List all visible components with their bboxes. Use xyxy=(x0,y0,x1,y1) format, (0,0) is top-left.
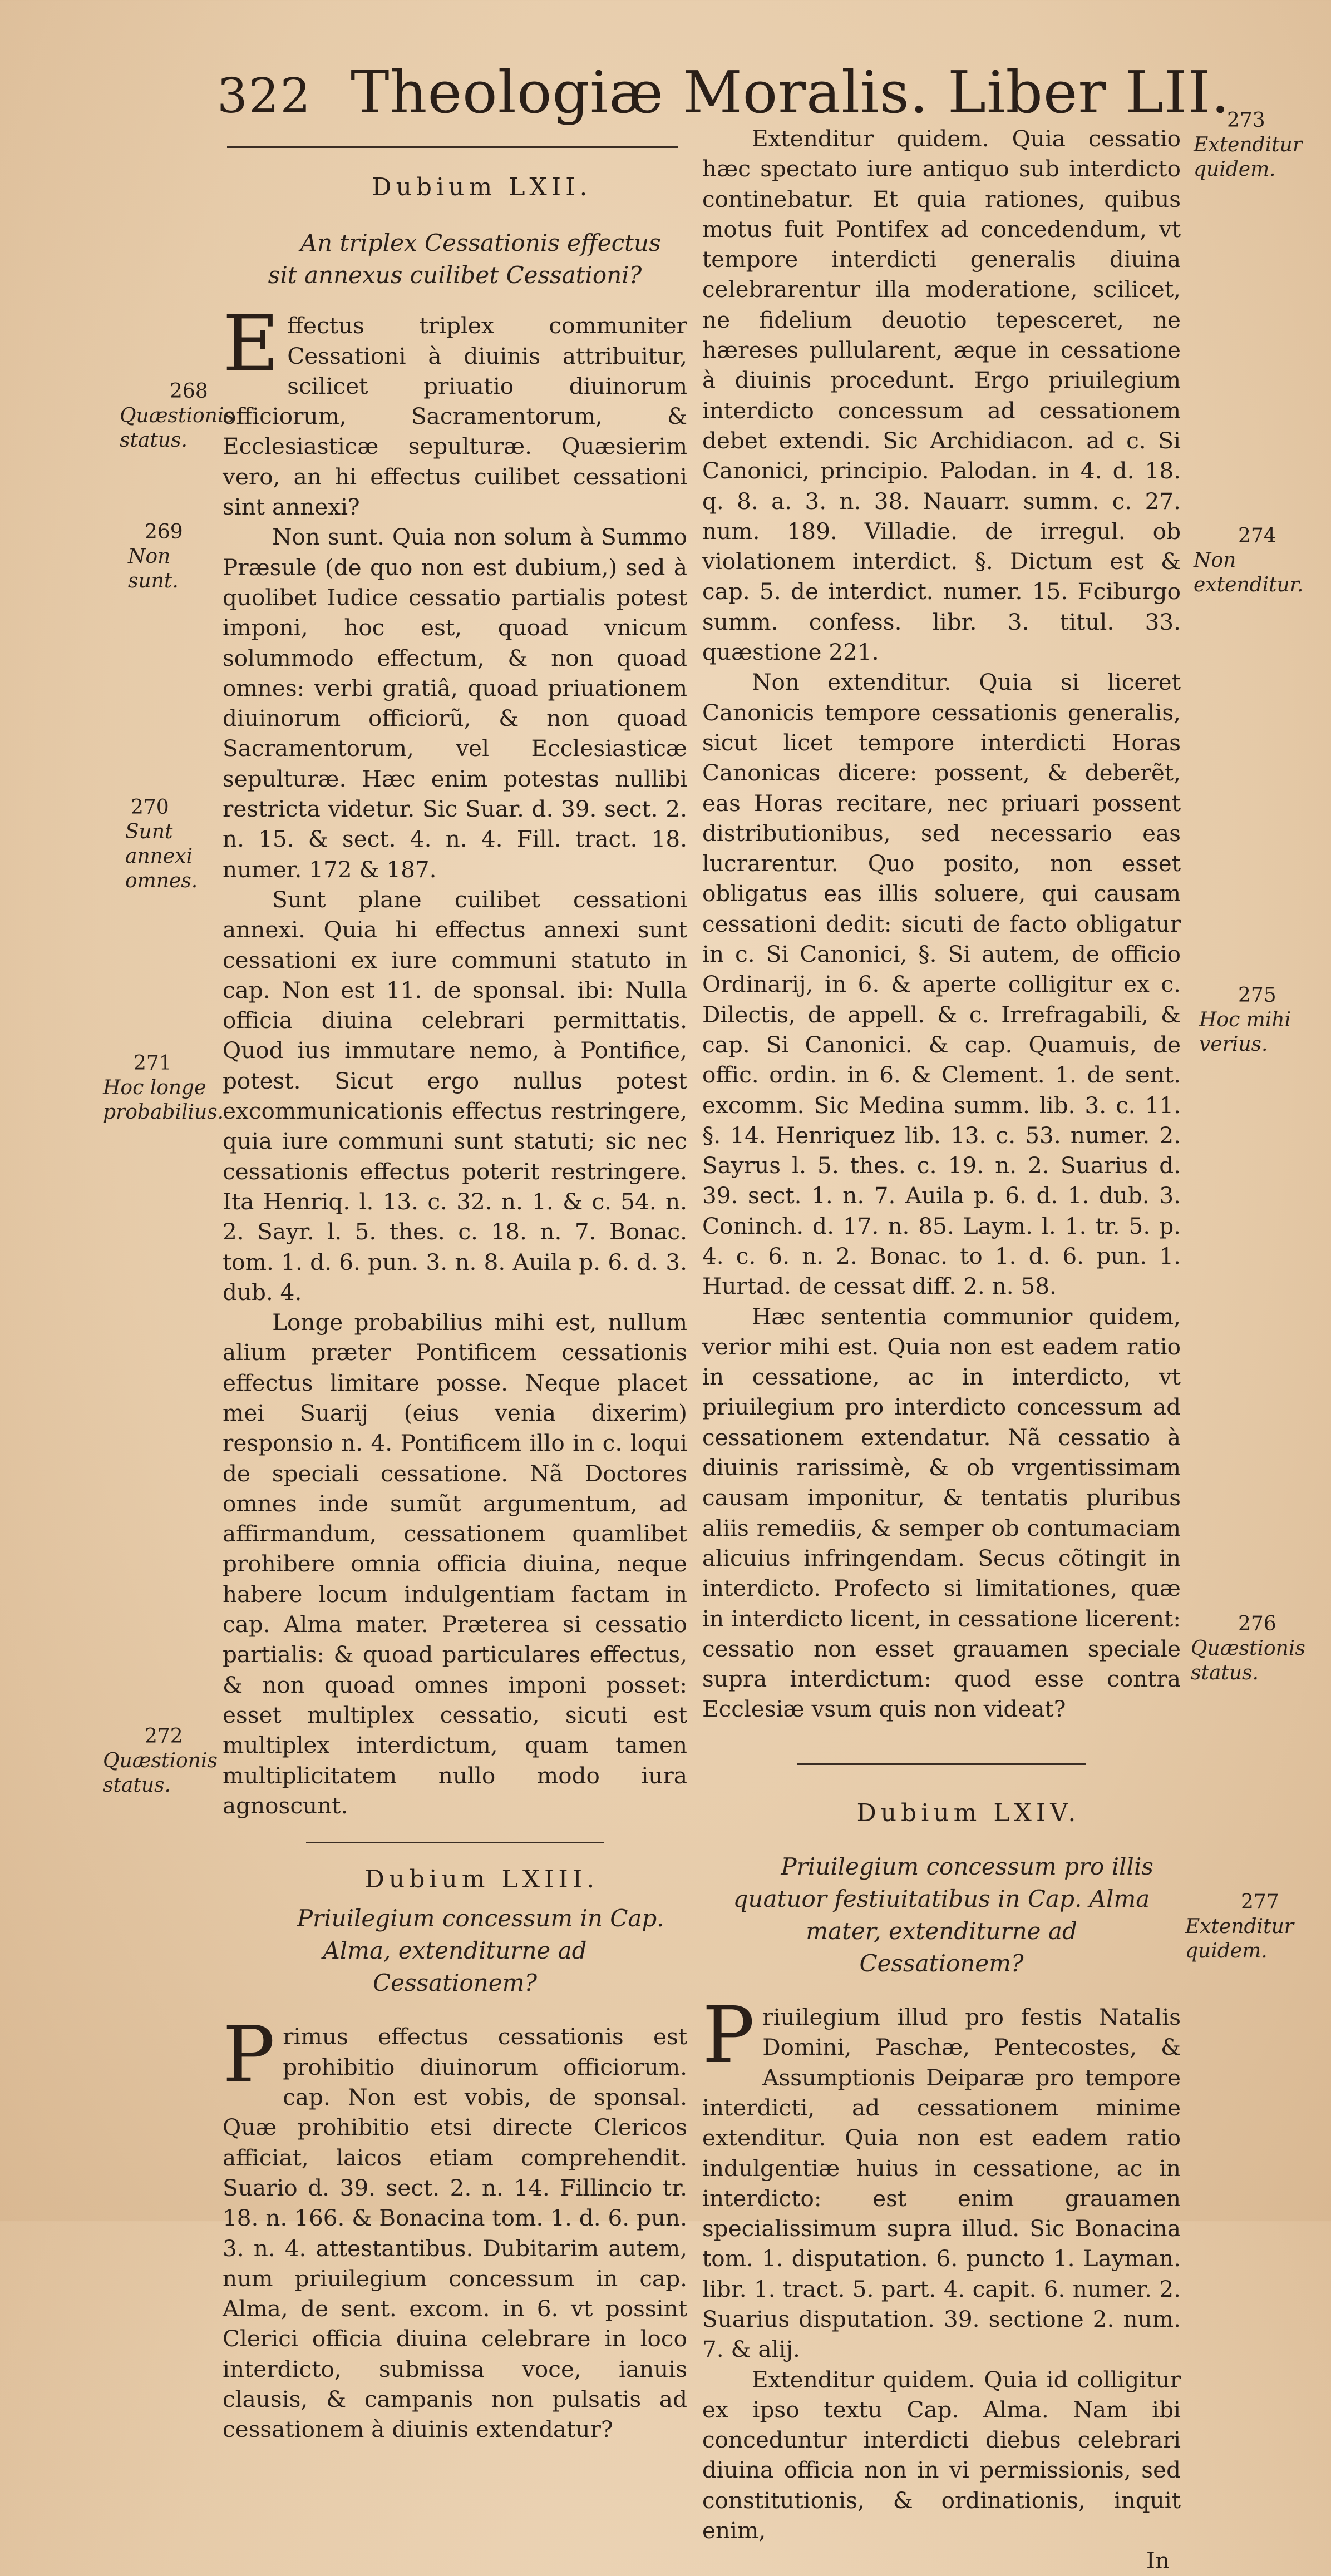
dropcap-p: P xyxy=(702,1990,755,2081)
running-header xyxy=(217,58,1230,125)
margin-note-269: 269 Non sunt. xyxy=(128,521,183,592)
d64-paragraph-1: Priuilegium illud pro festis Natalis Domini, Paschæ, Pentecostes, & Assumptionis Deiparæ pro tempore interdicti, ad cessationem minime extenditur. Quia non est eadem ratio indulgentiæ huius in cessatione, ac in interdicto: est enim grauamen specialissimum supra illud. Sic Bonacina tom. 1. disputation. 6. puncto 1. Layman. libr. 1. tract. 5. part. 4. capit. 6. numer. 2. Suarius disputation. 39. sectione 2. num. 7. & alij. xyxy=(702,1990,1181,2363)
header-rule xyxy=(227,146,678,148)
dubium-63-heading: Dubium LXIII. xyxy=(364,1865,599,1894)
running-title: Theologiæ Moralis. Liber LII. xyxy=(351,58,1230,126)
margin-note-271: 271 Hoc longe probabilius. xyxy=(103,1052,224,1124)
left-column xyxy=(223,172,687,2445)
dropcap-p: P xyxy=(223,2010,275,2101)
dropcap-e: E xyxy=(223,299,280,390)
margin-note-275: 275 Hoc mihi verius. xyxy=(1199,984,1291,1056)
section-separator xyxy=(797,1763,1086,1765)
section-separator xyxy=(306,1842,604,1843)
right-paragraph-2: Non extenditur. Quia si liceret Canonicis tempore cessationis generalis, sicut licet tempore interdicti Horas Canonicas dicere: possent, & deberẽt, eas Horas recitare, nec priuari possent distributionibus, sed necessario eas lucrarentur. Quo posito, non esset obligatus eas illis soluere, qui causam cessationi dedit: sicuti de facto obligatur in c. Si Canonici, §. Si autem, de officio Ordinarij, in 6. & aperte colligitur ex c. Dilectis, de appell. & c. Irrefragabili, & cap. Si Canonici. & cap. Quamuis, de offic. ordin. in 6. & Clement. 1. de sent. excomm. Sic Medina summ. lib. 3. c. 11. §. 14. Henriquez lib. 13. c. 53. numer. 2. Sayrus l. 5. thes. c. 19. n. 2. Suarius d. 39. sect. 1. n. 7. Auila p. 6. d. 1. dub. 3. Coninch. d. 17. n. 85. Laym. l. 1. tr. 5. p. 4. c. 6. n. 2. Bonac. to 1. d. 6. pun. 1. Hurtad. de cessat diff. 2. n. 58. xyxy=(702,669,1181,1300)
margin-note-270: 270 Sunt annexi omnes. xyxy=(125,796,198,892)
catchword: In xyxy=(1146,2547,1170,2574)
d62-paragraph-2: Non sunt. Quia non solum à Summo Præsule (de quo non est dubium,) sed à quolibet Iudice cessatio partialis potest imponi, hoc est, quoad vnicum solummodo effectum, & non quoad omnes: verbi gratiâ, quoad priuationem diuinorum officiorũ, & non quoad Sacramentorum, vel Ecclesiasticæ sepulturæ. Hæc enim potestas nullibi restricta videtur. Sic Suar. d. 39. sect. 2. n. 15. & sect. 4. n. 4. Fill. tract. 18. numer. 172 & 187. xyxy=(223,523,687,883)
dubium-63-question: Priuilegium concessum in Cap. Alma, extenditurne ad Cessationem? xyxy=(297,1905,664,1997)
dubium-64-heading: Dubium LXIV. xyxy=(856,1798,1081,1827)
page-number: 322 xyxy=(217,68,312,124)
dubium-64-question: Priuilegium concessum pro illis quatuor festiuitatibus in Cap. Alma mater, extenditurne ad Cessationem? xyxy=(733,1853,1153,1977)
margin-note-274: 274 Non extenditur. xyxy=(1194,525,1304,596)
d63-paragraph-1: Primus effectus cessationis est prohibitio diuinorum officiorum. cap. Non est vobis, de sponsal. Quæ prohibitio etsi directe Clericos afficiat, laicos etiam comprehendit. Suario d. 39. sect. 2. n. 14. Fillincio tr. 18. n. 166. & Bonacina tom. 1. d. 6. pun. 3. n. 4. attestantibus. Dubitarim autem, num priuilegium concessum in cap. Alma, de sent. excom. in 6. vt possint Clerici officia diuina celebrare in loco interdicto, submissa voce, ianuis clausis, & campanis non pulsatis ad cessationem à diuinis extendatur? xyxy=(223,2010,687,2443)
dubium-62-question: An triplex Cessationis effectus sit annexus cuilibet Cessationi? xyxy=(268,229,661,289)
margin-note-272: 272 Quæstionis status. xyxy=(103,1725,218,1797)
margin-note-268: 268 Quæstionis status. xyxy=(120,380,234,452)
margin-note-273: 273 Extenditur quidem. xyxy=(1194,109,1302,181)
margin-note-277: 277 Extenditur quidem. xyxy=(1185,1891,1294,1962)
right-column xyxy=(702,123,1181,2576)
right-paragraph-1: Extenditur quidem. Quia cessatio hæc spectato iure antiquo sub interdicto continebatur. Et quia rationes, quibus motus fuit Pontifex ad concedendum, vt tempore interdicti generalis diuina celebrarentur illa moderatione, scilicet, ne fidelium deuotio tepesceret, ne hæreses pullularent, æque in cessatione à diuinis procedunt. Ergo priuilegium interdicto concessum ad cessationem debet extendi. Sic Archidiacon. ad c. Si Canonici, principio. Palodan. in 4. d. 18. q. 8. a. 3. n. 38. Nauarr. summ. c. 27. num. 189. Villadie. de irregul. ob violationem interdict. §. Dictum est & cap. 5. de interdict. numer. 15. Fciburgo summ. confess. libr. 3. titul. 33. quæstione 221. xyxy=(702,125,1181,666)
d62-paragraph-1: Effectus triplex communiter Cessationi à diuinis attribuitur, scilicet priuatio diuinorum officiorum, Sacramentorum, & Ecclesiasticæ sepulturæ. Quæsierim vero, an hi effectus cuilibet cessationi sint annexi? xyxy=(223,299,687,521)
margin-note-276: 276 Quæstionis status. xyxy=(1191,1613,1305,1684)
d62-paragraph-4: Longe probabilius mihi est, nullum alium præter Pontificem cessationis effectus limitare posse. Neque placet mei Suarij (eius venia dixerim) responsio n. 4. Pontificem illo in c. loqui de speciali cessatione. Nã Doctores omnes inde sumũt argumentum, ad affirmandum, cessationem quamlibet prohibere omnia officia diuina, neque habere locum indulgentiam factam in cap. Alma mater. Præterea si cessatio partialis: & quoad particulares effectus, & non quoad omnes imponi posset: esset multiplex cessatio, sicuti est multiplex interdictum, quam tamen multiplicitatem nullo modo iura agnoscunt. xyxy=(223,1309,687,1819)
d62-paragraph-3: Sunt plane cuilibet cessationi annexi. Quia hi effectus annexi sunt cessationi ex iure communi statuto in cap. Non est 11. de sponsal. ibi: Nulla officia diuina celebrari permittatis. Quod ius immutare nemo, à Pontifice, potest. Sicut ergo nullus potest excommunicationis effectus restringere, quia iure communi sunt statuti; sic nec cessationis effectus poterit restringere. Ita Henriq. l. 13. c. 32. n. 1. & c. 54. n. 2. Sayr. l. 5. thes. c. 18. n. 7. Bonac. tom. 1. d. 6. pun. 3. n. 8. Auila p. 6. d. 3. dub. 4. xyxy=(223,886,687,1306)
right-paragraph-3: Hæc sententia communior quidem, verior mihi est. Quia non est eadem ratio in cessatione, ac in interdicto, vt priuilegium pro interdicto concessum ad cessationem extendatur. Nã cessatio à diuinis rarissimè, & ob vrgentissimam causam imponitur, & tentatis pluribus aliis remediis, & semper ob contumaciam alicuius infringendam. Secus cõtingit in interdicto. Profecto si limitationes, quæ in interdicto licent, in cessatione licerent: cessatio non esset grauamen speciale supra interdictum: quod esse contra Ecclesiæ vsum quis non videat? xyxy=(702,1303,1181,1723)
dubium-62-heading: Dubium LXII. xyxy=(372,173,592,201)
d64-paragraph-2: Extenditur quidem. Quia id colligitur ex ipso textu Cap. Alma. Nam ibi conceduntur interdicti diebus celebrari diuina officia non in vi permissionis, sed constitutionis, & ordinationis, inquit enim, xyxy=(702,2366,1181,2544)
